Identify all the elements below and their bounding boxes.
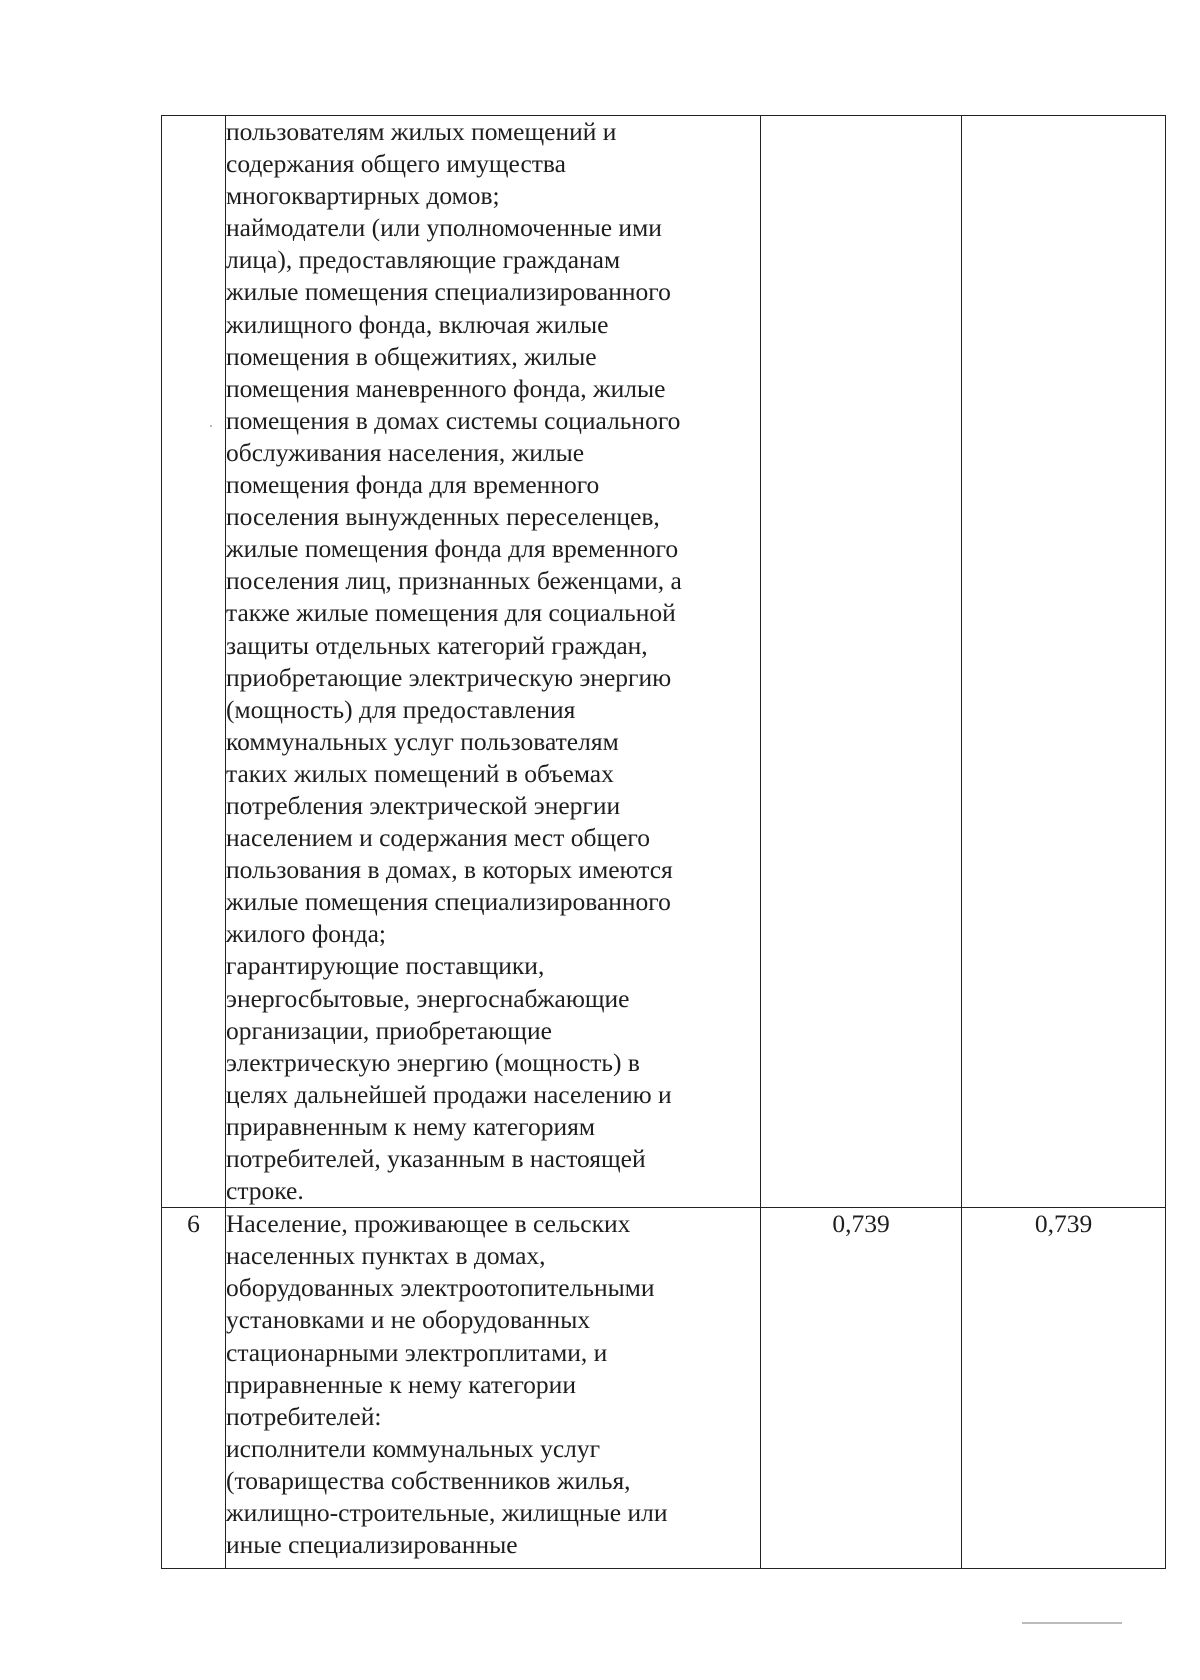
- description-line: наймодатели (или уполномоченные ими: [226, 213, 662, 243]
- description-line: жилого фонда;: [226, 919, 386, 949]
- row-description-cell: [226, 1208, 761, 1569]
- description-line: поселения лиц, признанных беженцами, а: [226, 566, 682, 596]
- description-line: также жилые помещения для социальной: [226, 598, 676, 628]
- scan-artifact-dot: [210, 425, 212, 427]
- description-line: помещения в общежитиях, жилые: [226, 341, 597, 371]
- value-2-cell: 0,739: [962, 1208, 1166, 1569]
- description-line: жилые помещения специализированного: [226, 277, 671, 307]
- description-line: установками и не оборудованных: [226, 1305, 591, 1335]
- description-line: содержания общего имущества: [226, 149, 566, 179]
- row-description-cell: [226, 116, 761, 1208]
- description-line: оборудованных электроотопительными: [226, 1273, 655, 1303]
- scan-artifact-line: [1022, 1622, 1122, 1624]
- description-line: электрическую энергию (мощность) в: [226, 1047, 640, 1077]
- description-line: многоквартирных домов;: [226, 181, 500, 211]
- description-line: жилищного фонда, включая жилые: [226, 309, 609, 339]
- description-line: таких жилых помещений в объемах: [226, 758, 614, 788]
- value-2-cell: [962, 116, 1166, 1208]
- description-line: приравненные к нему категории: [226, 1369, 576, 1399]
- description-line: защиты отдельных категорий граждан,: [226, 630, 648, 660]
- row-number-cell: [162, 116, 226, 1208]
- description-line: пользования в домах, в которых имеются: [226, 855, 673, 885]
- description-line: организации, приобретающие: [226, 1015, 552, 1045]
- description-line: жилые помещения специализированного: [226, 887, 671, 917]
- table-row: [162, 1208, 1166, 1569]
- description-line: стационарными электроплитами, и: [226, 1337, 608, 1367]
- description-line: помещения фонда для временного: [226, 470, 600, 500]
- description-line: коммунальных услуг пользователям: [226, 726, 619, 756]
- description-line: потребления электрической энергии: [226, 790, 621, 820]
- description-line: потребителей, указанным в настоящей: [226, 1144, 646, 1173]
- description-line: (товарищества собственников жилья,: [226, 1465, 631, 1495]
- value-1-cell: 0,739: [761, 1208, 962, 1569]
- description-line: целях дальнейшей продажи населению и: [226, 1079, 672, 1109]
- row-number-cell: 6: [162, 1208, 226, 1569]
- description-line: населением и содержания мест общего: [226, 823, 650, 853]
- description-line: населенных пунктах в домах,: [226, 1241, 546, 1271]
- description-line: потребителей:: [226, 1401, 382, 1431]
- tariff-table: [161, 115, 1166, 1569]
- description-line: строке.: [226, 1176, 304, 1206]
- description-line: жилые помещения фонда для временного: [226, 534, 679, 564]
- description-line: иные специализированные: [226, 1530, 518, 1560]
- description-line: исполнители коммунальных услуг: [226, 1433, 601, 1463]
- description-line: приобретающие электрическую энергию: [226, 662, 672, 692]
- value-1-cell: [761, 116, 962, 1208]
- description-line: поселения вынужденных переселенцев,: [226, 502, 660, 532]
- description-line: лица), предоставляющие гражданам: [226, 245, 621, 275]
- description-line: энергосбытовые, энергоснабжающие: [226, 983, 630, 1013]
- description-line: жилищно-строительные, жилищные или: [226, 1498, 668, 1528]
- description-line: пользователям жилых помещений и: [226, 117, 617, 146]
- description-line: гарантирующие поставщики,: [226, 951, 545, 981]
- description-line: (мощность) для предоставления: [226, 694, 576, 724]
- description-line: Население, проживающее в сельских: [226, 1209, 631, 1239]
- description-line: обслуживания населения, жилые: [226, 437, 585, 467]
- description-line: приравненным к нему категориям: [226, 1111, 596, 1141]
- description-line: помещения в домах системы социального: [226, 405, 681, 435]
- description-line: помещения маневренного фонда, жилые: [226, 373, 666, 403]
- table-row: [162, 116, 1166, 1208]
